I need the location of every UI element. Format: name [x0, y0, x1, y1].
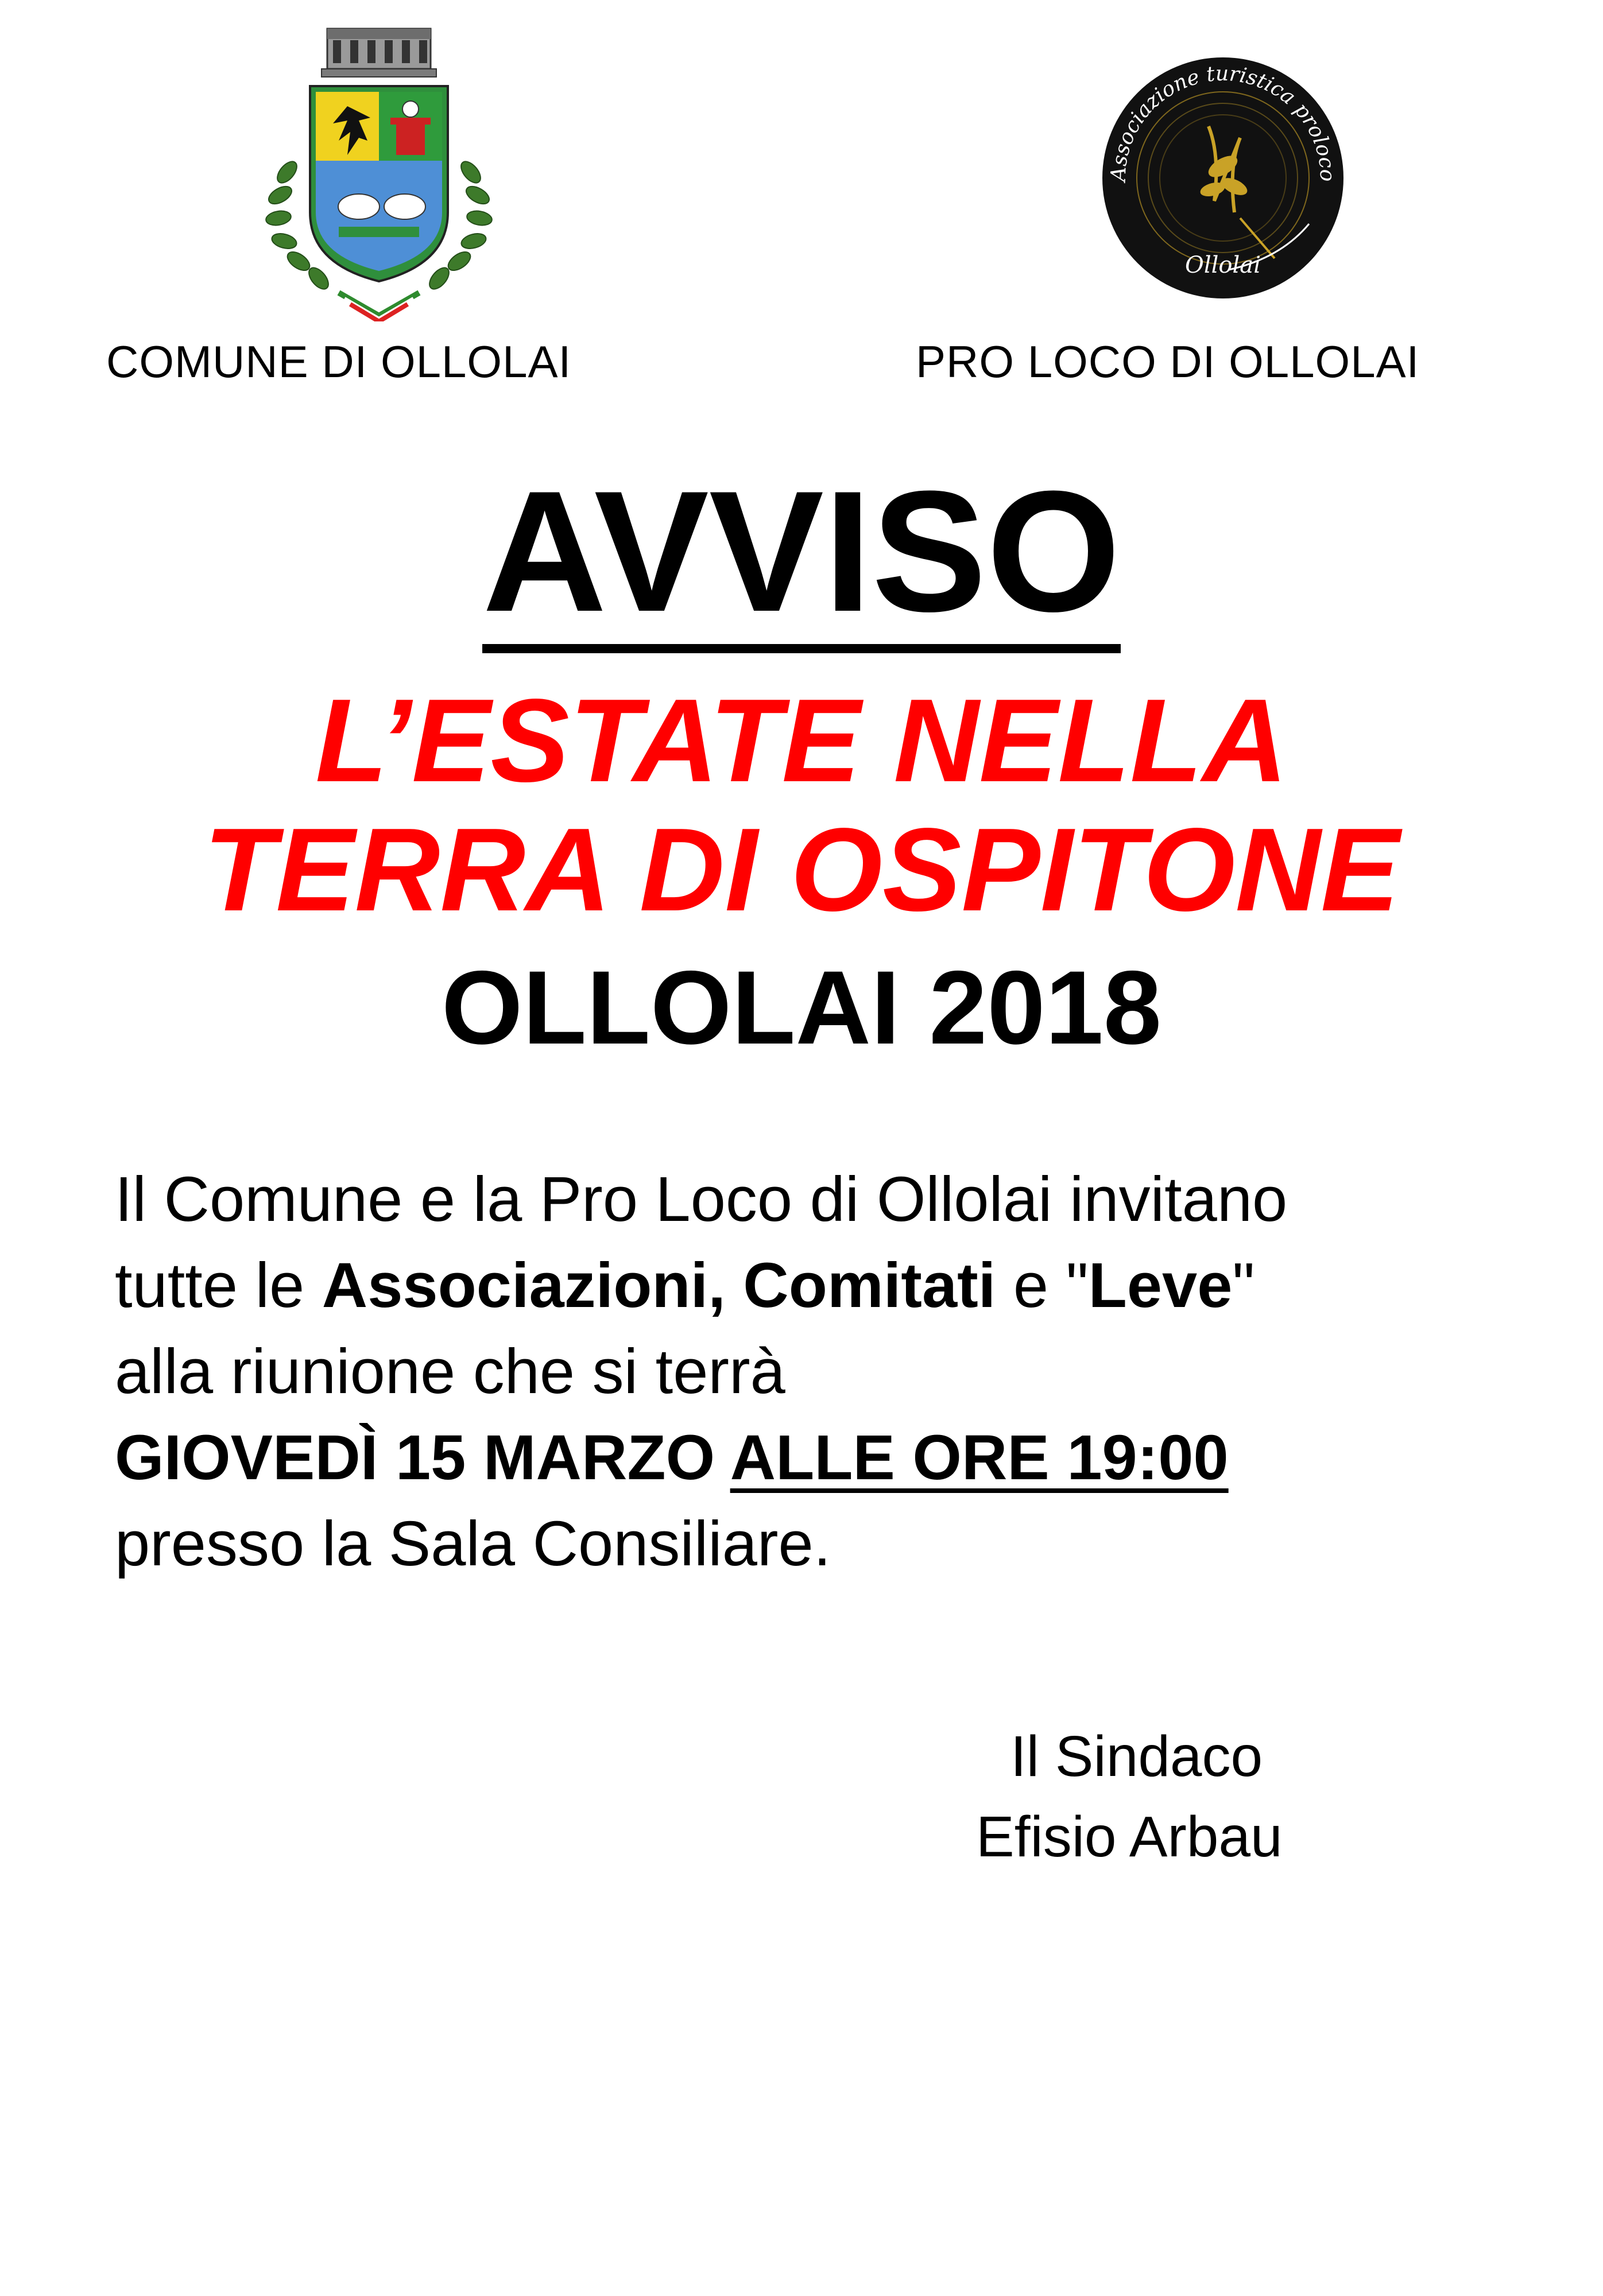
event-title-line-1: L’ESTATE NELLA	[315, 674, 1288, 806]
avviso-heading	[0, 455, 1603, 653]
invitation-body	[115, 1157, 1521, 1587]
body-line-1: Il Comune e la Pro Loco di Ollolai invitano	[115, 1164, 1288, 1235]
comune-caption: COMUNE DI OLLOLAI	[106, 336, 572, 387]
seal-top-text: Associazione turistica proloco	[1106, 61, 1339, 182]
body-line-2-end: "	[1232, 1250, 1255, 1321]
body-line-2-start: tutte le	[115, 1250, 322, 1321]
year-heading: OLLOLAI 2018	[441, 949, 1162, 1066]
coat-of-arms-icon	[253, 23, 505, 321]
body-line-5: presso la Sala Consiliare.	[115, 1508, 831, 1579]
signature-name: Efisio Arbau	[976, 1805, 1283, 1869]
signature-role: Il Sindaco	[1010, 1724, 1263, 1789]
meeting-date: GIOVEDÌ 15 MARZO	[115, 1422, 730, 1493]
body-line-2-mid: e "	[996, 1250, 1089, 1321]
associazioni-text: Associazioni, Comitati	[322, 1250, 996, 1321]
body-line-4	[115, 1415, 1521, 1501]
avviso-text: AVVISO	[482, 465, 1120, 653]
event-title-line-2: TERRA DI OSPITONE	[203, 804, 1400, 936]
leve-text: Leve	[1088, 1250, 1233, 1321]
seal-bottom-text: Ollolai	[1185, 252, 1261, 278]
proloco-caption: PRO LOCO DI OLLOLAI	[916, 336, 1420, 387]
meeting-time: ALLE ORE 19:00	[730, 1422, 1229, 1493]
body-line-3: alla riunione che si terrà	[115, 1336, 785, 1407]
pro-loco-seal-icon	[1091, 52, 1355, 304]
body-line-2	[115, 1243, 1521, 1329]
